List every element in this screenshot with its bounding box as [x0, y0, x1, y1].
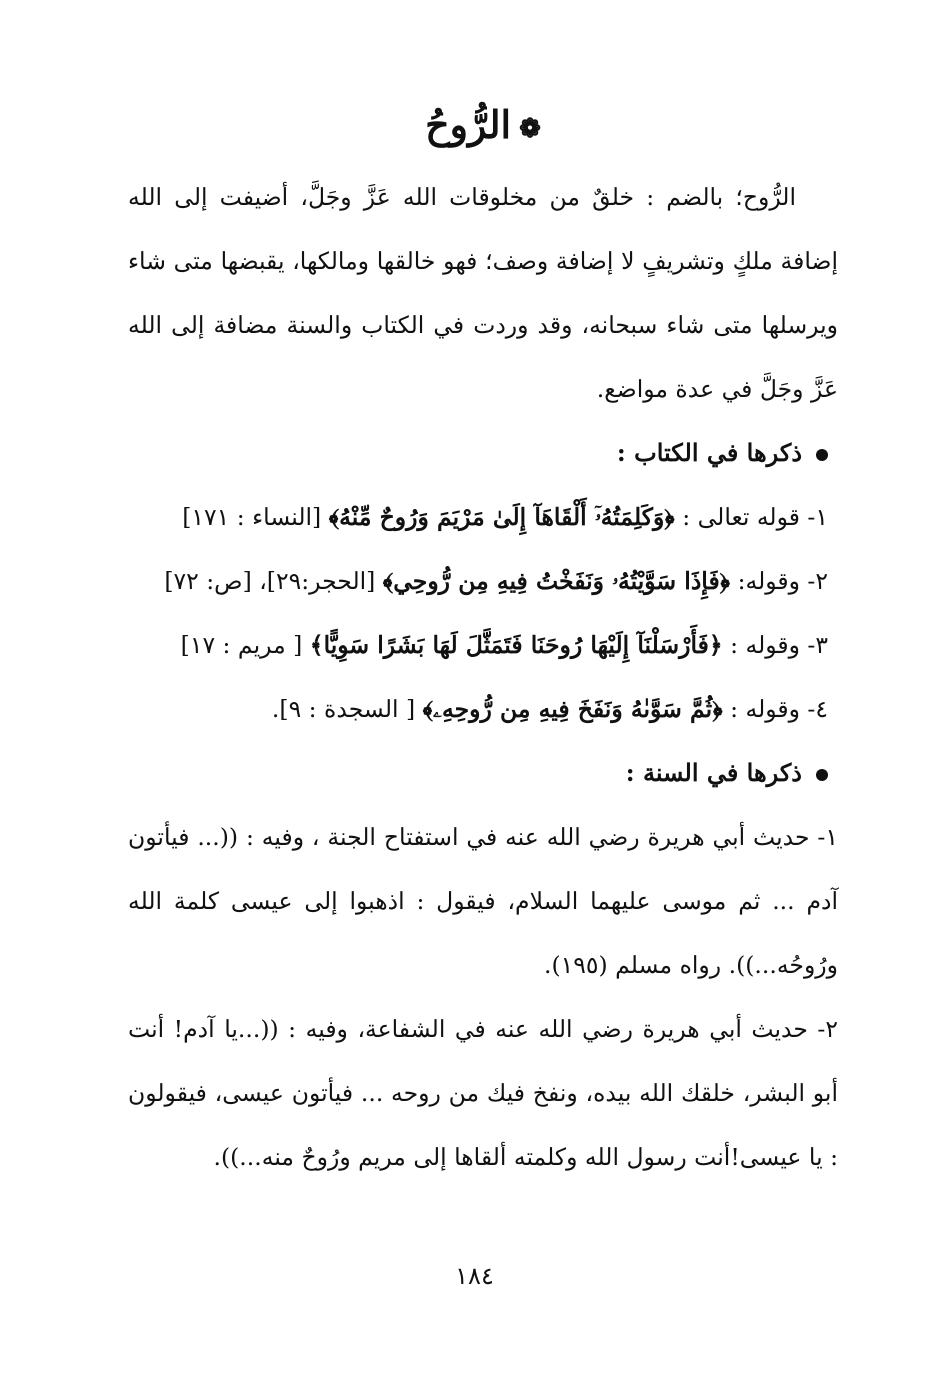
quran-item-3	[128, 613, 838, 677]
quran-item-prefix: ٣- وقوله :	[722, 631, 828, 659]
quran-verse: ﴿فَأَرْسَلْنَآ إِلَيْهَا رُوحَنَا فَتَمَثَّلَ لَهَا بَشَرًا سَوِيًّا﴾	[309, 631, 723, 659]
quran-item-2	[128, 549, 838, 613]
quran-item-1	[128, 485, 838, 549]
sunnah-heading-label: ذكرها في السنة :	[625, 758, 802, 787]
quran-ref: [ مريم : ١٧]	[180, 631, 303, 659]
quran-item-4	[128, 677, 838, 741]
quran-item-prefix: ٤- وقوله :	[722, 695, 828, 723]
quran-heading-label: ذكرها في الكتاب :	[616, 438, 802, 467]
quran-heading	[128, 421, 838, 485]
intro-paragraph: الرُّوح؛ بالضم : خلقٌ من مخلوقات الله عَزَّ وجَلَّ، أضيفت إلى الله إضافة ملكٍ وتشريفٍ لا إضافة وصف؛ فهو خالقها ومالكها، يقبضها متى شاء ويرسلها متى شاء سبحانه، وقد وردت في الكتاب والسنة مضافة إلى الله عَزَّ وجَلَّ في عدة مواضع.	[128, 183, 838, 403]
page-title: الرُّوحُ	[425, 102, 512, 147]
quran-ref: [ السجدة : ٩].	[271, 695, 416, 723]
hadith-paragraph-1: ١- حديث أبي هريرة رضي الله عنه في استفتاح الجنة ، وفيه : ((... فيأتون آدم ... ثم موسى عليهما السلام، فيقول : اذهبوا إلى عيسى كلمة الله ورُوحُه...)). رواه مسلم (١٩٥).	[128, 823, 838, 979]
bullet-dot-icon	[816, 449, 828, 461]
quran-verse: ﴿فَإِذَا سَوَّيْتُهُۥ وَنَفَخْتُ فِيهِ مِن رُّوحِي﴾	[382, 567, 731, 595]
quran-verse: ﴿ثُمَّ سَوَّىٰهُ وَنَفَخَ فِيهِ مِن رُّوحِهِۦ﴾	[422, 695, 723, 723]
quran-item-prefix: ٢- وقوله:	[730, 567, 828, 595]
page-body	[128, 95, 838, 1335]
page-number: ١٨٤	[455, 1262, 494, 1290]
quran-ref: [الحجر:٢٩]، [ص: ٧٢]	[164, 567, 376, 595]
hadith-paragraph-2: ٢- حديث أبي هريرة رضي الله عنه في الشفاعة، وفيه : ((...يا آدم! أنت أبو البشر، خلقك الله بيده، ونفخ فيك من روحه ... فيأتون عيسى، فيقولون : يا عيسى!أنت رسول الله وكلمته ألقاها إلى مريم ورُوحٌ منه...)).	[128, 1015, 838, 1171]
quran-item-prefix: ١- قوله تعالى :	[674, 503, 828, 531]
quran-ref: [النساء : ١٧١]	[182, 503, 322, 531]
sunnah-heading	[128, 741, 838, 805]
page-title-block	[128, 95, 838, 165]
flower-ornament-icon: ❁	[519, 113, 541, 144]
quran-verse: ﴿وَكَلِمَتُهُۥٓ أَلْقَاهَآ إِلَىٰ مَرْيَمَ وَرُوحٌ مِّنْهُ﴾	[328, 503, 675, 531]
bullet-dot-icon	[816, 769, 828, 781]
